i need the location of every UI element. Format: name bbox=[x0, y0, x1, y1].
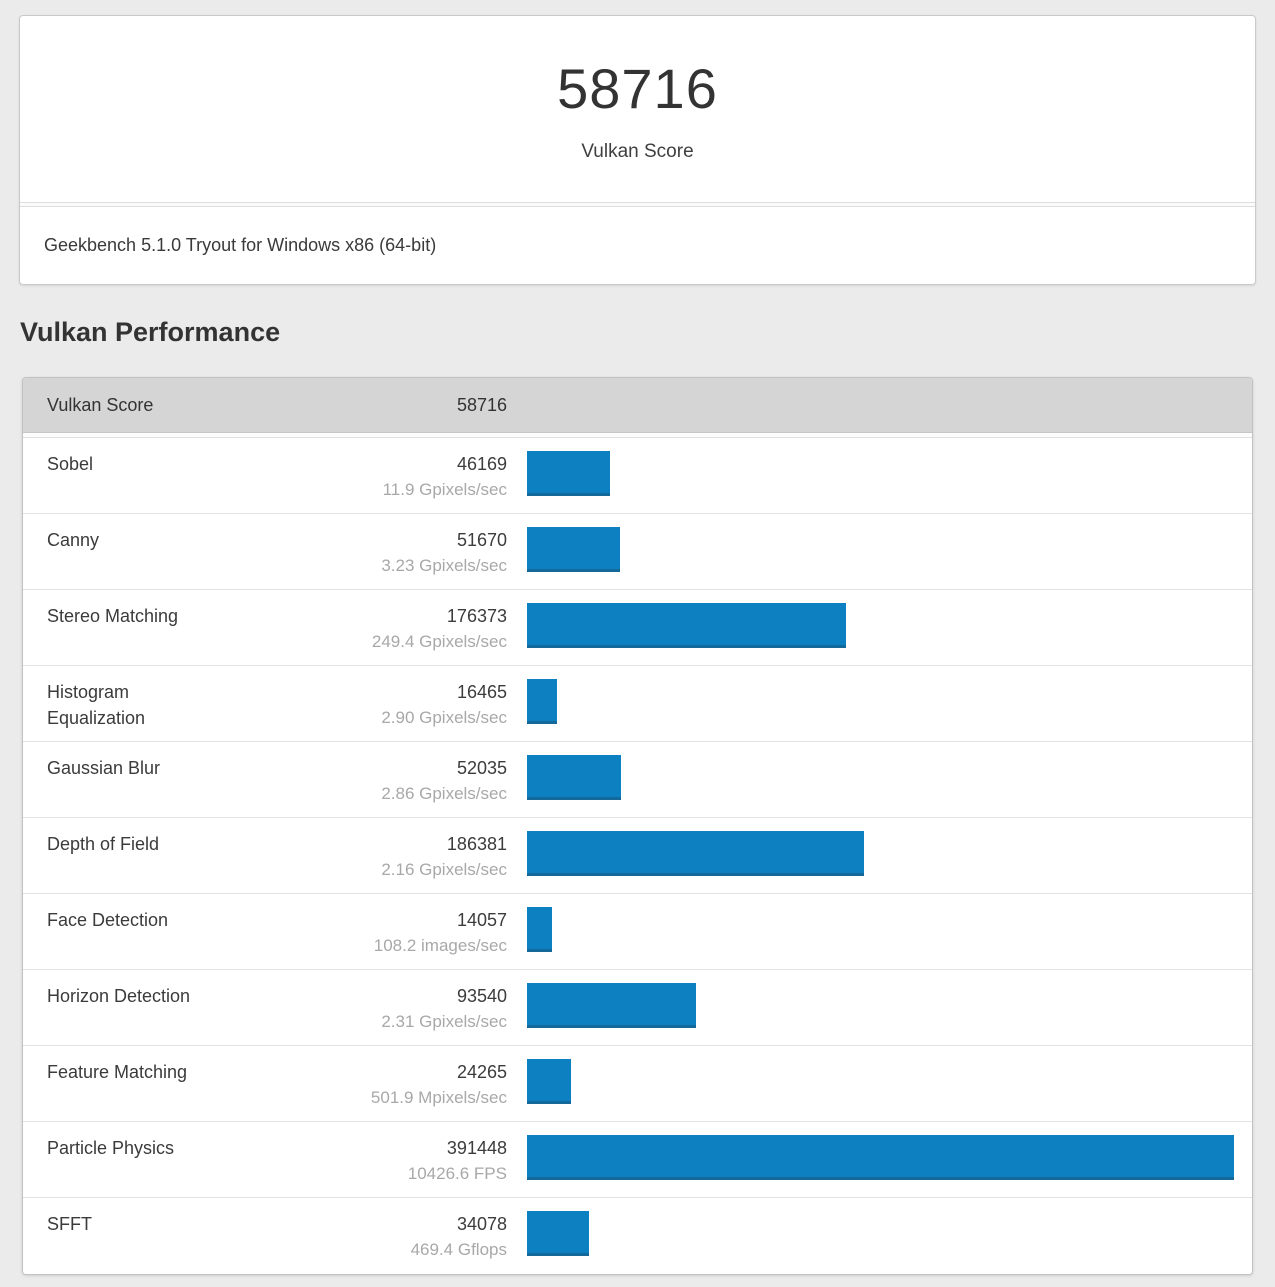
workload-name: Sobel bbox=[47, 454, 94, 474]
workload-score: 16465 bbox=[456, 682, 507, 702]
score-bar-track bbox=[527, 907, 1234, 969]
score-bar-track bbox=[527, 603, 1234, 665]
score-bar bbox=[527, 983, 696, 1028]
workload-name: Depth of Field bbox=[47, 834, 160, 854]
score-bar-track bbox=[527, 1211, 1234, 1274]
workload-rate: 469.4 Gflops bbox=[410, 1240, 507, 1259]
workload-name: Particle Physics bbox=[47, 1138, 175, 1158]
workload-name: SFFT bbox=[47, 1214, 92, 1234]
score-bar-track bbox=[527, 527, 1234, 589]
workload-rate: 10426.6 FPS bbox=[407, 1164, 507, 1183]
table-row bbox=[23, 1046, 1252, 1122]
workload-score-cell bbox=[212, 970, 507, 1045]
table-row bbox=[23, 590, 1252, 666]
workload-score: 14057 bbox=[456, 910, 507, 930]
score-bar-track bbox=[527, 679, 1234, 741]
section-title: Vulkan Performance bbox=[20, 317, 281, 347]
workload-name: Face Detection bbox=[47, 910, 169, 930]
workload-score-cell bbox=[212, 894, 507, 969]
table-header-row bbox=[23, 378, 1252, 433]
workload-score: 51670 bbox=[456, 530, 507, 550]
system-info-text: Geekbench 5.1.0 Tryout for Windows x86 (64-bit) bbox=[44, 235, 437, 255]
score-bar-track bbox=[527, 983, 1234, 1045]
workload-rate: 3.23 Gpixels/sec bbox=[381, 556, 507, 575]
workload-score: 391448 bbox=[446, 1138, 507, 1158]
table-row bbox=[23, 894, 1252, 970]
workload-score-cell bbox=[212, 590, 507, 665]
workload-rate: 2.90 Gpixels/sec bbox=[381, 708, 507, 727]
score-bar bbox=[527, 451, 610, 496]
score-bar bbox=[527, 1211, 589, 1256]
score-summary-card bbox=[19, 15, 1256, 285]
workload-score-cell bbox=[212, 1046, 507, 1121]
score-bar-track bbox=[527, 1135, 1234, 1197]
workload-name: Gaussian Blur bbox=[47, 758, 161, 778]
workload-score: 186381 bbox=[446, 834, 507, 854]
workload-rate: 249.4 Gpixels/sec bbox=[371, 632, 507, 651]
workload-score: 93540 bbox=[456, 986, 507, 1006]
workload-score: 52035 bbox=[456, 758, 507, 778]
workload-rate: 2.86 Gpixels/sec bbox=[381, 784, 507, 803]
benchmark-table-card bbox=[22, 377, 1253, 1275]
workload-score-cell bbox=[212, 1122, 507, 1197]
workload-score-cell bbox=[212, 438, 507, 513]
workload-name: Histogram Equalization bbox=[47, 682, 146, 728]
score-bar-track bbox=[527, 755, 1234, 817]
workload-score: 46169 bbox=[456, 454, 507, 474]
table-row bbox=[23, 438, 1252, 514]
score-bar bbox=[527, 1059, 571, 1104]
score-bar-track bbox=[527, 451, 1234, 513]
workload-score-cell bbox=[212, 818, 507, 893]
score-bar bbox=[527, 755, 621, 800]
score-bar-track bbox=[527, 831, 1234, 893]
table-rows-container bbox=[23, 438, 1252, 1274]
workload-name: Canny bbox=[47, 530, 100, 550]
workload-score: 24265 bbox=[456, 1062, 507, 1082]
workload-rate: 2.16 Gpixels/sec bbox=[381, 860, 507, 879]
workload-score-cell bbox=[212, 742, 507, 817]
table-row bbox=[23, 970, 1252, 1046]
score-bar bbox=[527, 527, 620, 572]
score-bar bbox=[527, 603, 846, 648]
workload-rate: 11.9 Gpixels/sec bbox=[382, 480, 507, 499]
vulkan-score-label: Vulkan Score bbox=[581, 141, 694, 162]
score-bar-track bbox=[527, 1059, 1234, 1121]
vulkan-score-value: 58716 bbox=[557, 57, 718, 120]
workload-name: Horizon Detection bbox=[47, 986, 191, 1006]
workload-score: 34078 bbox=[456, 1214, 507, 1234]
table-row bbox=[23, 1122, 1252, 1198]
workload-rate: 108.2 images/sec bbox=[373, 936, 507, 955]
workload-rate: 501.9 Mpixels/sec bbox=[370, 1088, 507, 1107]
score-bar bbox=[527, 907, 552, 952]
score-summary-main bbox=[20, 16, 1255, 203]
score-bar bbox=[527, 679, 557, 724]
score-bar bbox=[527, 831, 864, 876]
workload-name: Stereo Matching bbox=[47, 606, 179, 626]
workload-rate: 2.31 Gpixels/sec bbox=[381, 1012, 507, 1031]
table-row bbox=[23, 818, 1252, 894]
table-row bbox=[23, 666, 1252, 742]
table-header-score: 58716 bbox=[456, 394, 507, 415]
score-bar bbox=[527, 1135, 1234, 1180]
workload-score-cell bbox=[212, 666, 507, 741]
workload-score-cell bbox=[212, 1198, 507, 1274]
table-row bbox=[23, 742, 1252, 818]
workload-name: Feature Matching bbox=[47, 1062, 188, 1082]
table-header-name: Vulkan Score bbox=[47, 394, 154, 415]
workload-score-cell bbox=[212, 514, 507, 589]
table-row bbox=[23, 1198, 1252, 1274]
workload-score: 176373 bbox=[446, 606, 507, 626]
table-row bbox=[23, 514, 1252, 590]
